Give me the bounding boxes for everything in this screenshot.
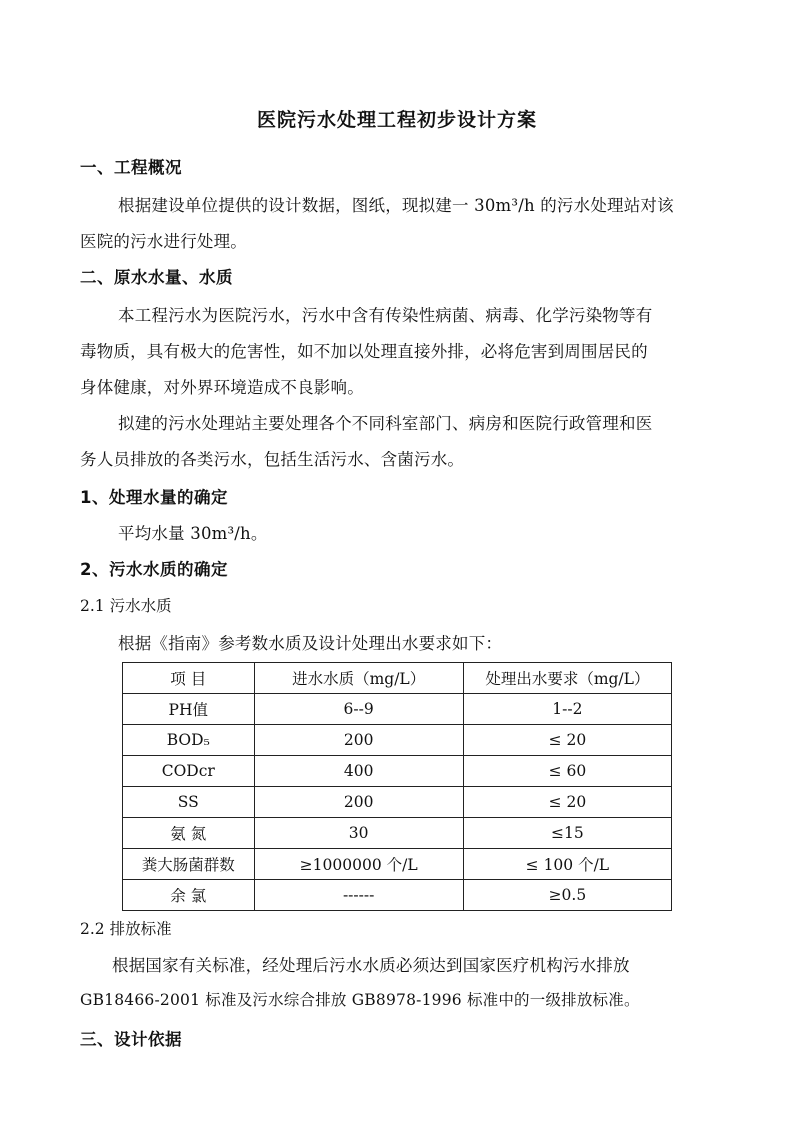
table-header-row	[123, 663, 672, 694]
table-cell: 余 氯	[123, 880, 255, 911]
table-header-influent: 进水水质（mg/L）	[254, 663, 463, 694]
table-cell: ≤ 100 个/L	[463, 849, 671, 880]
water-quality-table	[122, 662, 672, 911]
table-row	[123, 849, 672, 880]
table-cell: BOD₅	[123, 725, 255, 756]
raw-water-p2-line-2: 务人员排放的各类污水，包括生活污水、含菌污水。	[80, 450, 465, 469]
table-header-effluent: 处理出水要求（mg/L）	[463, 663, 671, 694]
table-cell: 6--9	[254, 694, 463, 725]
table-row	[123, 880, 672, 911]
table-cell: ≥0.5	[463, 880, 671, 911]
raw-water-p1-line-1: 本工程污水为医院污水，污水中含有传染性病菌、病毒、化学污染物等有	[118, 306, 653, 325]
table-row	[123, 694, 672, 725]
section-heading-volume: 1、处理水量的确定	[80, 488, 228, 507]
section-heading-overview: 一、工程概况	[80, 158, 182, 177]
table-cell: ≥1000000 个/L	[254, 849, 463, 880]
table-cell: ≤ 20	[463, 787, 671, 818]
section-heading-quality: 2、污水水质的确定	[80, 560, 228, 579]
overview-line-2: 医院的污水进行处理。	[80, 232, 247, 251]
table-cell: 200	[254, 787, 463, 818]
subsection-2-2-line-1: 根据国家有关标准，经处理后污水水质必须达到国家医疗机构污水排放	[112, 956, 630, 975]
section-heading-raw-water: 二、原水水量、水质	[80, 268, 233, 287]
table-cell: ≤15	[463, 818, 671, 849]
raw-water-p1-line-2: 毒物质，具有极大的危害性，如不加以处理直接外排，必将危害到周围居民的	[80, 342, 648, 361]
table-cell: ≤ 60	[463, 756, 671, 787]
table-row	[123, 787, 672, 818]
volume-text: 平均水量 30m³/h。	[118, 524, 268, 543]
subsection-2-1-text: 根据《指南》参考数水质及设计处理出水要求如下：	[118, 634, 503, 653]
table-cell: CODcr	[123, 756, 255, 787]
table-row	[123, 725, 672, 756]
table-row	[123, 756, 672, 787]
table-cell: ≤ 20	[463, 725, 671, 756]
table-cell: 30	[254, 818, 463, 849]
table-cell: ------	[254, 880, 463, 911]
table-cell: 400	[254, 756, 463, 787]
table-cell: 粪大肠菌群数	[123, 849, 255, 880]
table-row	[123, 818, 672, 849]
table-cell: 200	[254, 725, 463, 756]
table-cell: SS	[123, 787, 255, 818]
subsection-2-2: 2.2 排放标准	[80, 920, 172, 938]
table-cell: 1--2	[463, 694, 671, 725]
subsection-2-2-line-2: GB18466-2001 标准及污水综合排放 GB8978-1996 标准中的一级排放标准。	[80, 991, 640, 1009]
raw-water-p2-line-1: 拟建的污水处理站主要处理各个不同科室部门、病房和医院行政管理和医	[118, 414, 653, 433]
table-cell: PH值	[123, 694, 255, 725]
raw-water-p1-line-3: 身体健康，对外界环境造成不良影响。	[80, 378, 364, 397]
table-cell: 氨 氮	[123, 818, 255, 849]
table-header-item: 项 目	[123, 663, 255, 694]
subsection-2-1: 2.1 污水水质	[80, 597, 172, 615]
section-heading-design-basis: 三、设计依据	[80, 1030, 182, 1049]
overview-line-1: 根据建设单位提供的设计数据，图纸，现拟建一 30m³/h 的污水处理站对该	[118, 196, 674, 215]
document-title: 医院污水处理工程初步设计方案	[256, 109, 537, 131]
